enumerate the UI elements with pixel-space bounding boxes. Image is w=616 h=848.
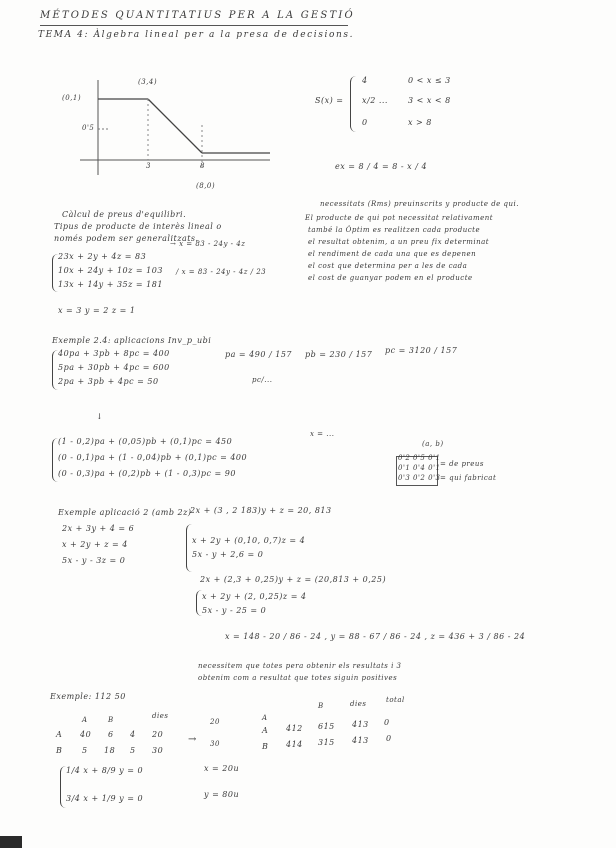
section4-closing-1: necessitem que totes pera obtenir els resultats i 3	[198, 662, 402, 670]
left-table-header-dies: dies	[152, 712, 169, 720]
left-table-header-b: B	[108, 716, 114, 724]
piecewise-case-3-value: 0	[362, 118, 368, 127]
section4-left-eq-2: x + 2y + z = 4	[62, 540, 128, 549]
section1-aside-bottom: / x = 83 - 24y - 4z / 23	[176, 268, 267, 276]
section1-right-1: necessitats (Rms) preuinscrits y producte de qui.	[320, 200, 520, 208]
section1-eq-3: 13x + 14y + 35z = 181	[58, 280, 163, 289]
piecewise-brace	[350, 76, 357, 132]
title-underline	[40, 25, 348, 26]
section1-eq-2: 10x + 24y + 10z = 103	[58, 266, 163, 275]
right-table-header-total: total	[386, 696, 405, 704]
section3-side-note: x = ...	[310, 430, 335, 438]
right-table-header-a: A	[262, 714, 268, 722]
right-table-r1-c4: 413	[352, 720, 369, 729]
right-arrow-icon: →	[188, 734, 197, 745]
graph-tick-b: 8	[200, 162, 205, 170]
left-table-header-a: A	[82, 716, 88, 724]
piecewise-case-3-condition: x > 8	[408, 118, 432, 127]
left-table-r1-c5: 20	[152, 730, 164, 739]
right-table-r2-c2: 414	[286, 740, 303, 749]
section3-matrix-row-3: 0'3 0'2 0'3	[398, 474, 441, 482]
piecewise-lhs: S(x) =	[315, 96, 344, 105]
down-arrow-icon: ↓	[96, 412, 104, 421]
left-table-r2-c4: 5	[130, 746, 136, 755]
left-table-r2-c1: B	[56, 746, 63, 755]
section5-eq-2: 3/4 x + 1/9 y = 0	[66, 794, 144, 803]
graph-top-label: (3,4)	[138, 78, 158, 86]
section2-eq-2: 5pa + 30pb + 4pc = 600	[58, 363, 170, 372]
section3-matrix-row-1: 0'2 0'5 0'1	[398, 454, 441, 462]
section1-right-3: també la Òptim es realitzen cada producte	[308, 226, 481, 234]
section5-eq-1: 1/4 x + 8/9 y = 0	[66, 766, 144, 775]
right-table-r1-c3: 615	[318, 722, 335, 731]
right-table-r1-c2: 412	[286, 724, 303, 733]
section4-top-eq: 2x + (3 , 2 183)y + z = 20, 813	[190, 506, 332, 515]
arrow-label-bottom: 30	[210, 740, 220, 748]
section1-right-4: el resultat obtenim, a un preu fix determinat	[308, 238, 490, 246]
left-table-r1-c3: 6	[108, 730, 114, 739]
section1-intro-2: Tipus de producte de interès lineal o	[54, 222, 222, 231]
section5-result-x: x = 20u	[204, 764, 240, 773]
right-table-header-dies: dies	[350, 700, 367, 708]
left-table-r1-c2: 40	[80, 730, 92, 739]
section4-mid-eq: 2x + (2,3 + 0,25)y + z = (20,813 + 0,25)	[200, 575, 387, 584]
section2-note: pc/...	[252, 376, 273, 384]
piecewise-case-1-condition: 0 < x ≤ 3	[408, 76, 451, 85]
section3-matrix-label-1: = de preus	[440, 460, 485, 468]
piecewise-fraction: ex = 8 / 4 = 8 - x / 4	[335, 162, 428, 171]
section1-eq-1: 23x + 2y + 4z = 83	[58, 252, 147, 261]
graph-bottom-label: (8,0)	[196, 182, 216, 190]
scan-edge-mark	[0, 836, 22, 848]
section4-right-eq-1: x + 2y + (0,10, 0,7)z = 4	[192, 536, 306, 545]
section4-left-eq-1: 2x + 3y + 4 = 6	[62, 524, 135, 533]
right-table-r2-c4: 413	[352, 736, 369, 745]
section2-pc: pc = 3120 / 157	[385, 346, 458, 355]
section3-eq-2: (0 - 0,1)pa + (1 - 0,04)pb + (0,1)pc = 400	[58, 453, 248, 462]
section1-intro-3: només podem ser generalitzats.	[54, 234, 199, 243]
section4-left-eq-3: 5x - y - 3z = 0	[62, 556, 126, 565]
piecewise-case-2-value: x/2 ...	[362, 96, 388, 105]
piecewise-case-1-value: 4	[362, 76, 368, 85]
section4-closing-2: obtenim com a resultat que totes siguin positives	[198, 674, 398, 682]
section4-right-brace	[186, 524, 192, 572]
section2-eq-1: 40pa + 3pb + 8pc = 400	[58, 349, 170, 358]
right-table-r2-c3: 315	[318, 738, 335, 747]
section1-right-6: el cost que determina per a les de cada	[308, 262, 468, 270]
left-table-r2-c2: 5	[82, 746, 88, 755]
right-table-r2-c1: B	[262, 742, 269, 751]
section1-right-5: el rendiment de cada una que es depenen	[308, 250, 477, 258]
section4-mid-eq-2: 5x - y - 25 = 0	[202, 606, 267, 615]
section1-intro-1: Càlcul de preus d'equilibri.	[62, 210, 187, 219]
section3-matrix-caption: (a, b)	[422, 440, 444, 448]
section3-matrix-row-2: 0'1 0'4 0'1	[398, 464, 441, 472]
section1-aside-top: → x = 83 - 24y - 4z	[170, 240, 246, 248]
right-table-r2-c5: 0	[386, 734, 392, 743]
right-table-header-b: B	[318, 702, 324, 710]
section4-mid-eq-1: x + 2y + (2, 0,25)z = 4	[202, 592, 307, 601]
section1-right-7: el cost de guanyar podem en el producte	[308, 274, 473, 282]
section1-result: x = 3 y = 2 z = 1	[58, 306, 136, 315]
right-table-r1-c1: A	[262, 726, 269, 735]
section3-eq-3: (0 - 0,3)pa + (0,2)pb + (1 - 0,3)pc = 90	[58, 469, 236, 478]
left-table-r1-c4: 4	[130, 730, 136, 739]
right-table-r1-c5: 0	[384, 718, 390, 727]
graph-y-label: (0,1)	[62, 94, 82, 102]
graph-tick-a: 3	[146, 162, 151, 170]
arrow-label-top: 20	[210, 718, 220, 726]
piecewise-case-2-condition: 3 < x < 8	[408, 96, 451, 105]
page-subtitle: TEMA 4: Àlgebra lineal per a la presa de decisions.	[38, 30, 355, 40]
section4-heading: Exemple aplicació 2 (amb 2z)	[58, 508, 192, 517]
section5-heading: Exemple: 112 50	[50, 692, 126, 701]
left-table-r2-c5: 30	[152, 746, 164, 755]
page-title: MÉTODES QUANTITATIUS PER A LA GESTIÓ	[40, 10, 355, 21]
section2-eq-3: 2pa + 3pb + 4pc = 50	[58, 377, 159, 386]
left-table-r2-c3: 18	[104, 746, 116, 755]
section1-right-2: El producte de qui pot necessitat relativament	[305, 214, 494, 222]
section3-matrix-label-2: = qui fabricat	[440, 474, 497, 482]
section4-right-eq-2: 5x - y + 2,6 = 0	[192, 550, 264, 559]
section5-result-y: y = 80u	[204, 790, 240, 799]
section3-eq-1: (1 - 0,2)pa + (0,05)pb + (0,1)pc = 450	[58, 437, 233, 446]
section2-pb: pb = 230 / 157	[305, 350, 373, 359]
section2-pa: pa = 490 / 157	[225, 350, 292, 359]
left-table-r1-c1: A	[56, 730, 63, 739]
graph-mid-label: 0'5	[82, 124, 95, 132]
section4-solution: x = 148 - 20 / 86 - 24 , y = 88 - 67 / 86 - 24 , z = 436 + 3 / 86 - 24	[225, 632, 526, 641]
section2-heading: Exemple 2.4: aplicacions Inv_p_ubi	[52, 336, 212, 345]
